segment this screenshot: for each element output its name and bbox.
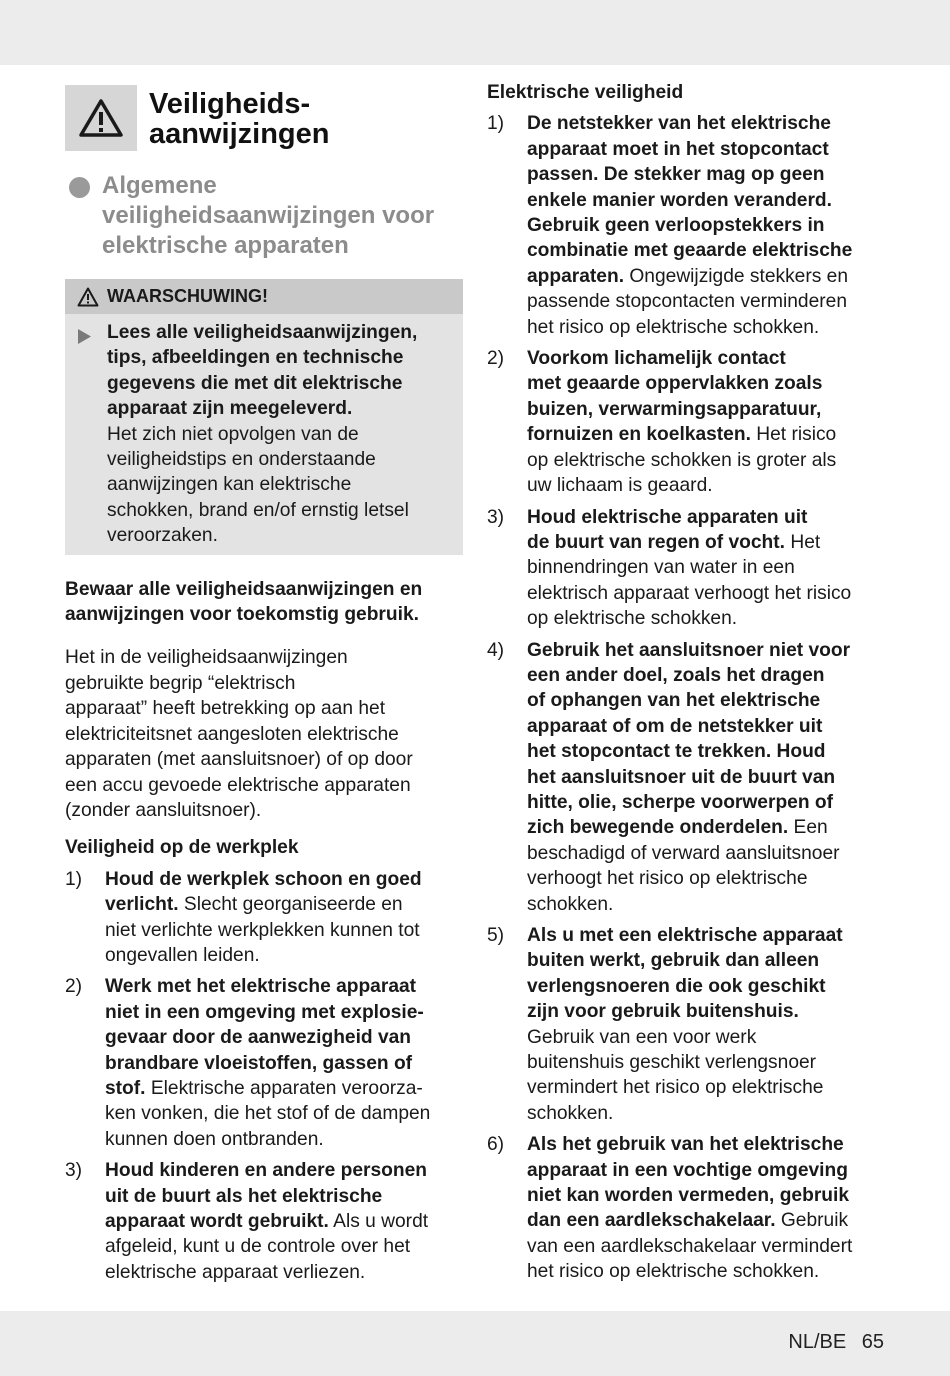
regular-text: van een aardlekschakelaar vermindert [527,1235,853,1257]
bold-text: combinatie met geaarde elektrische [527,240,853,262]
keep-note-line: aanwijzingen voor toekomstig gebruik. [65,604,419,626]
text-line [105,867,422,892]
text-line [527,581,851,606]
bold-text: verlengsnoeren die ook geschikt [527,975,826,997]
list-item-text [527,505,851,632]
page-number: 65 [861,1331,884,1353]
text-line [527,606,851,631]
list-item-text [105,1158,428,1285]
bold-text: apparaat in een vochtige omgeving [527,1159,848,1181]
warning-small-icon [77,287,99,307]
bold-text: Houd elektrische apparaten uit [527,506,808,528]
paragraph-line: apparaat” heeft betrekking op aan het [65,698,386,720]
bold-text: Gebruik geen verloopstekkers in [527,215,825,237]
bold-text: apparaat moet in het stopcontact [527,138,829,160]
keep-note-line: Bewaar alle veiligheidsaanwijzingen en [65,578,423,600]
list-item [65,1158,463,1285]
bold-text: stof. [105,1077,146,1099]
paragraph-line: gebruikte begrip “elektrisch [65,672,296,694]
text-line [527,866,850,891]
list-number: 2) [487,348,505,370]
text-line [107,472,417,497]
list-item [65,974,463,1152]
bold-text: zijn voor gebruik buitenshuis. [527,1001,799,1023]
list-item-text [527,1132,852,1284]
bold-text: apparaten. [527,265,625,287]
regular-text: binnendringen van water in een [527,557,795,579]
text-line [107,345,417,370]
regular-text: niet verlichte werkplekken kunnen tot [105,919,420,941]
bold-text: enkele manier worden veranderd. [527,189,832,211]
regular-text: buitenshuis geschikt verlengsnoer [527,1052,817,1074]
workplace-list [65,867,463,1286]
regular-text: beschadigd of verward aansluitsnoer [527,842,840,864]
paragraph-line: elektriciteitsnet aangesloten elektrische [65,723,399,745]
section-subtitle [65,171,463,261]
text-line [105,943,422,968]
bold-text: apparaat zijn meegeleverd. [107,398,353,420]
bold-text: niet in een omgeving met explosie- [105,1001,424,1023]
list-number: 2) [65,976,83,998]
bold-text: Als u met een elektrische apparaat [527,925,843,946]
bold-text: passen. De stekker mag op geen [527,164,825,186]
subtitle-line: elektrische apparaten [102,232,349,259]
text-line [527,422,836,447]
play-bullet-icon [77,320,107,549]
text-line [527,1208,852,1233]
text-line [527,448,836,473]
list-item [487,638,887,917]
regular-text: schokken. [527,893,614,915]
list-item-text [527,923,843,1126]
text-line [105,1101,430,1126]
regular-text: Ongewijzigde stekkers en [624,265,849,287]
regular-text: het risico op elektrische schokken. [527,1261,820,1283]
list-number: 1) [65,868,83,890]
list-number: 4) [487,639,505,661]
regular-text: ongevallen leiden. [105,944,260,966]
text-line [527,397,836,422]
list-number: 6) [487,1134,505,1156]
text-line [527,765,850,790]
regular-text: passende stopcontacten verminderen [527,291,847,313]
bold-text: brandbare vloeistoffen, gassen of [105,1052,413,1074]
text-line [527,1158,852,1183]
regular-text: verhoogt het risico op elektrische [527,868,808,890]
bold-text: met geaarde oppervlakken zoals [527,373,823,395]
bold-text: uit de buurt als het elektrische [105,1185,383,1207]
page-title-line: aanwijzingen [149,118,330,150]
regular-text: op elektrische schokken is groter als [527,449,837,471]
bold-text: buizen, verwarmingsapparatuur, [527,398,822,420]
term-definition-paragraph [65,645,463,823]
warning-heading-text: WAARSCHUWING! [107,286,268,306]
text-line [527,1050,843,1075]
list-item-text [527,111,852,340]
paragraph-line: (zonder aansluitsnoer). [65,799,262,821]
bold-text: dan een aardlekschakelaar. [527,1210,776,1232]
regular-text: kunnen doen ontbranden. [105,1128,324,1150]
text-line [527,714,850,739]
bold-text: het aansluitsnoer uit de buurt van [527,766,836,788]
text-line [105,1025,430,1050]
regular-text: veroorzaken. [107,525,218,547]
list-number: 5) [487,925,505,946]
regular-text: veiligheidstips en onderstaande [107,449,376,471]
subtitle-line: Algemene [102,172,217,199]
list-item [65,867,463,969]
text-line [527,923,843,948]
regular-text: schokken. [527,1102,614,1124]
text-line [527,974,843,999]
text-line [105,1076,430,1101]
paragraph-line: Het in de veiligheidsaanwijzingen [65,647,348,669]
list-item-text [527,638,850,917]
bold-text: niet kan worden vermeden, gebruik [527,1185,850,1207]
left-column [65,85,463,1291]
text-line [527,1132,852,1157]
regular-text: schokken, brand en/of ernstig letsel [107,499,409,521]
regular-text: het risico op elektrische schokken. [527,316,820,338]
bold-text: Als het gebruik van het elektrische [527,1134,844,1156]
page-footer [788,1331,884,1354]
text-line [105,1234,428,1259]
text-line [105,1209,428,1234]
list-number: 3) [487,506,505,528]
regular-text: Het [785,531,821,553]
bold-text: het stopcontact te trekken. Houd [527,741,826,763]
text-line [107,447,417,472]
list-item [487,111,887,340]
bold-text: hitte, olie, scherpe voorwerpen of [527,791,833,813]
text-line [107,422,417,447]
text-line [527,137,852,162]
text-line [527,892,850,917]
list-number: 1) [487,113,505,135]
regular-text: Gebruik van een voor werk [527,1026,757,1048]
regular-text: Slecht georganiseerde en [178,894,403,916]
text-line [527,1075,843,1100]
text-line [527,638,850,663]
list-item [487,923,887,1126]
page-title [149,89,329,149]
regular-text: elektrische apparaat verliezen. [105,1261,366,1283]
electrical-list [487,111,887,1284]
text-line [527,162,852,187]
text-line [527,289,852,314]
text-line [527,264,852,289]
workplace-heading: Veiligheid op de werkplek [65,837,299,859]
bold-text: fornuizen en koelkasten. [527,424,751,446]
text-line [107,320,417,345]
text-line [527,790,850,815]
warning-text [107,320,417,549]
keep-instructions-note [65,577,463,628]
list-item-text [105,974,430,1152]
list-number: 3) [65,1160,83,1182]
text-line [105,1000,430,1025]
top-band [0,0,950,65]
text-line [527,1183,852,1208]
footer-locale: NL/BE [788,1331,847,1353]
warning-heading [65,279,463,314]
list-item-text [527,346,836,498]
circle-bullet-icon [69,177,90,198]
warning-panel [65,279,463,555]
text-line [105,1051,430,1076]
bold-text: gevaar door de aanwezigheid van [105,1027,412,1049]
bold-text: Lees alle veiligheidsaanwijzingen, [107,322,418,343]
title-block [65,85,463,151]
regular-text: op elektrische schokken. [527,608,738,630]
text-line [527,999,843,1024]
bold-text: een ander doel, zoals het dragen [527,664,825,686]
text-line [527,213,852,238]
bold-text: Werk met het elektrische apparaat [105,976,417,998]
regular-text: vermindert het risico op elektrische [527,1077,824,1099]
text-line [527,530,851,555]
regular-text: Gebruik [775,1210,849,1232]
text-line [105,1184,428,1209]
regular-text: Elektrische apparaten veroorza- [145,1077,423,1099]
text-line [527,663,850,688]
bold-text: Voorkom lichamelijk contact [527,348,786,370]
text-line [107,396,417,421]
regular-text: Een [788,817,828,839]
list-item [487,1132,887,1284]
text-line [527,739,850,764]
text-line [107,523,417,548]
page-title-line: Veiligheids- [149,88,311,120]
bold-text: Houd kinderen en andere personen [105,1160,427,1182]
text-line [527,1234,852,1259]
text-line [105,1158,428,1183]
text-line [527,555,851,580]
list-item [487,346,887,498]
text-line [527,346,836,371]
regular-text: aanwijzingen kan elektrische [107,474,352,496]
bold-text: verlicht. [105,894,179,916]
bold-text: zich bewegende onderdelen. [527,817,789,839]
regular-text: afgeleid, kunt u de controle over het [105,1236,411,1258]
bold-text: apparaat wordt gebruikt. [105,1211,329,1232]
text-line [527,688,850,713]
paragraph-line: apparaten (met aansluitsnoer) of op door [65,749,413,771]
regular-text: elektrisch apparaat verhoogt het risico [527,582,852,604]
text-line [527,815,850,840]
right-column [487,80,887,1291]
text-line [107,498,417,523]
text-line [527,238,852,263]
text-line [527,948,843,973]
text-line [105,1260,428,1285]
text-line [527,505,851,530]
bold-text: Gebruik het aansluitsnoer niet voor [527,639,851,661]
text-line [527,111,852,136]
bold-text: tips, afbeeldingen en technische [107,347,404,369]
subtitle-line: veiligheidsaanwijzingen voor [102,202,435,229]
text-line [527,1259,852,1284]
text-line [527,188,852,213]
text-line [105,1127,430,1152]
text-line [527,1025,843,1050]
bold-text: De netstekker van het elektrische [527,113,831,135]
text-line [105,892,422,917]
regular-text: Als u wordt [328,1211,429,1232]
regular-text: Het zich niet opvolgen van de [107,423,359,445]
text-line [527,1101,843,1126]
regular-text: ken vonken, die het stof of de dampen [105,1103,431,1125]
text-line [527,473,836,498]
text-line [105,974,430,999]
text-line [107,371,417,396]
bold-text: buiten werkt, gebruik dan alleen [527,950,820,972]
list-item-text [105,867,422,969]
regular-text: Het risico [750,424,837,446]
text-line [527,841,850,866]
bold-text: gegevens die met dit elektrische [107,372,403,394]
text-line [527,315,852,340]
text-line [105,918,422,943]
text-line [527,371,836,396]
bold-text: apparaat of om de netstekker uit [527,715,823,737]
electrical-heading: Elektrische veiligheid [487,82,684,103]
list-item [487,505,887,632]
regular-text: uw lichaam is geaard. [527,475,713,497]
bold-text: of ophangen van het elektrische [527,690,821,712]
bold-text: Houd de werkplek schoon en goed [105,868,422,890]
bold-text: de buurt van regen of vocht. [527,531,785,553]
paragraph-line: een accu gevoede elektrische apparaten [65,774,411,796]
warning-triangle-icon [65,85,137,151]
